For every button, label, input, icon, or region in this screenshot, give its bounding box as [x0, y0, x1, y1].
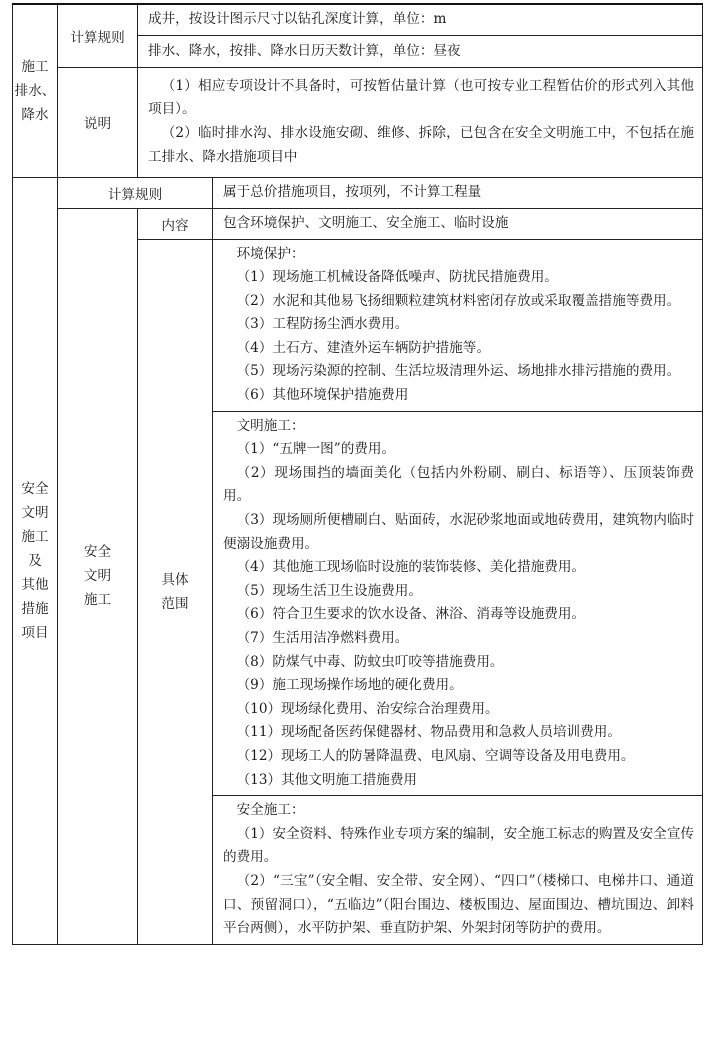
- civil-item: （3）现场厕所便槽刷白、贴面砖，水泥砂浆地面或地砖费用，建筑物内临时便溺设施费用。: [223, 512, 695, 552]
- env-section: [213, 239, 703, 411]
- measures-table: [12, 3, 703, 945]
- safety-category: [13, 177, 58, 944]
- civil-item: （1）“五牌一图”的费用。: [236, 441, 396, 458]
- drain-note: （2）临时排水沟、排水设施安砌、维修、拆除，已包含在安全文明施工中，不包括在施工排水、降水措施项目中: [148, 125, 695, 165]
- safety-category-line: 文明: [21, 504, 49, 521]
- env-item: （6）其他环境保护措施费用: [236, 387, 409, 404]
- scope-label: [138, 239, 213, 944]
- civil-item: （5）现场生活卫生设施费用。: [236, 582, 422, 599]
- safety-category-line: 施工: [21, 528, 49, 545]
- drain-category-line: 排水、: [14, 82, 56, 99]
- drain-category: [13, 4, 58, 177]
- safety-category-line: 及: [28, 552, 42, 569]
- content-label: 内容: [138, 208, 213, 239]
- civil-item: （10）现场绿化费用、治安综合治理费用。: [236, 700, 499, 717]
- civil-item: （12）现场工人的防暑降温费、电风扇、空调等设备及用电费用。: [236, 747, 635, 764]
- safety-category-line: 安全: [21, 480, 49, 497]
- drain-note: （1）相应专项设计不具备时，可按暂估量计算（也可按专业工程暂估价的形式列入其他项目）。: [148, 77, 695, 118]
- env-heading: 环境保护：: [236, 245, 305, 262]
- env-item: （1）现场施工机械设备降低噪声、防扰民措施费用。: [236, 269, 558, 286]
- safety-category-line: 项目: [21, 624, 49, 641]
- drain-calc-label: 计算规则: [58, 4, 138, 67]
- drain-category-line: 施工: [21, 58, 49, 75]
- civil-item: （6）符合卫生要求的饮水设备、淋浴、消毒等设施费用。: [236, 606, 586, 623]
- safety-category-line: 其他: [21, 576, 49, 593]
- env-item: （4）土石方、建渣外运车辆防护措施等。: [236, 339, 490, 356]
- civil-item: （2）现场围挡的墙面美化（包括内外粉刷、刷白、标语等）、压顶装饰费用。: [223, 464, 695, 505]
- civil-section: [213, 411, 703, 796]
- civil-item: （8）防煤气中毒、防蚊虫叮咬等措施费用。: [236, 653, 504, 670]
- civil-heading: 文明施工：: [236, 417, 305, 434]
- content-value: 包含环境保护、文明施工、安全施工、临时设施: [213, 208, 703, 239]
- civil-item: （4）其他施工现场临时设施的装饰装修、美化措施费用。: [236, 559, 586, 576]
- civil-item: （13）其他文明施工措施费用: [236, 771, 418, 788]
- drain-category-line: 降水: [21, 106, 49, 123]
- civil-item: （9）施工现场操作场地的硬化费用。: [236, 677, 463, 694]
- safety-calc-label: 计算规则: [58, 177, 213, 208]
- civil-item: （11）现场配备医药保健器材、物品费用和急救人员培训费用。: [236, 724, 621, 741]
- drain-notes: [138, 67, 703, 177]
- safe-section: [213, 796, 703, 945]
- safety-sub-label-line: 施工: [83, 592, 112, 609]
- scope-label-line: 具体: [161, 571, 189, 588]
- safety-sub-label: [58, 208, 138, 944]
- drain-calc-rule: 成井，按设计图示尺寸以钻孔深度计算，单位：m: [138, 4, 703, 35]
- safety-calc-rule: 属于总价措施项目，按项列，不计算工程量: [213, 177, 703, 208]
- env-item: （5）现场污染源的控制、生活垃圾清理外运、场地排水排污措施的费用。: [236, 363, 681, 380]
- env-item: （2）水泥和其他易飞扬细颗粒建筑材料密闭存放或采取覆盖措施等费用。: [236, 292, 681, 309]
- civil-item: （7）生活用洁净燃料费用。: [236, 630, 409, 646]
- safe-heading: 安全施工：: [236, 802, 305, 819]
- safety-sub-label-line: 文明: [83, 568, 112, 585]
- env-item: （3）工程防扬尘洒水费用。: [236, 316, 409, 333]
- scope-label-line: 范围: [161, 595, 189, 612]
- drain-calc-rule: 排水、降水，按排、降水日历天数计算，单位：昼夜: [138, 35, 703, 67]
- safe-item: （1）安全资料、特殊作业专项方案的编制，安全施工标志的购置及安全宣传的费用。: [223, 825, 695, 866]
- drain-note-label: 说明: [58, 67, 138, 177]
- safety-category-line: 措施: [21, 600, 49, 617]
- safety-sub-label-line: 安全: [83, 544, 112, 561]
- safe-item: （2）“三宝”（安全帽、安全带、安全网）、“四口”（楼梯口、电梯井口、通道口、预留洞口），“五临边”（阳台围边、楼板围边、屋面围边、槽坑围边、卸料平台两侧），水平防护架、垂直防护架、外架封闭等防护的费用。: [223, 872, 695, 937]
